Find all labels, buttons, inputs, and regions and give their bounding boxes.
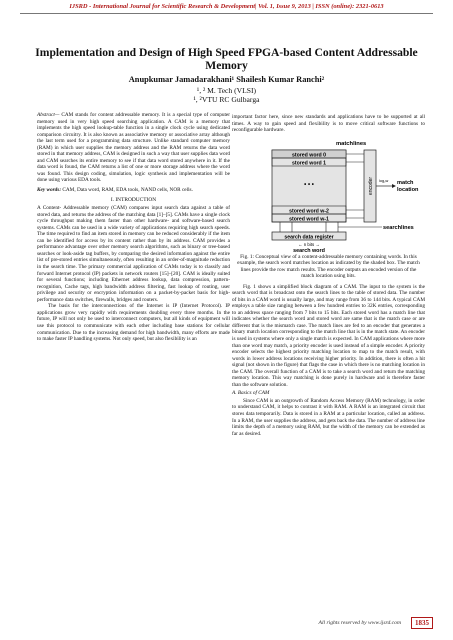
location-label: location [397,186,419,193]
affiliation-line-2: ¹, ²VTU RC Gulbarga [193,95,260,104]
encoder-label: encoder [368,176,374,195]
intro-paragraph-2: The basis for the interconnections of the Internet is IP (Internet Protocol). IP applications grow very rapidly with requirements doubling every three months. In the future, IP will not only be used to interconnect computers, but all kinds of equipment will use this protocol to communicate with each other including base stations for cellular communication. Due to the increasing demand for high bandwidth, many efforts are made to make faster IP handling systems. Not only speed, but also flexibility is an [37,303,230,343]
keywords-text: CAM, Data word, RAM, EDA tools, NAND cells, NOR cells. [61,187,193,194]
abstract-label: Abstract— [37,112,60,118]
left-column [37,112,230,343]
page-number: 1835 [411,617,433,629]
right-paragraph-2: Fig. 1 shows a simplified block diagram of a CAM. The input to the system is the search word that is broadcast onto the search lines to the table of stored data. The number of bits in a CAM word is usually large, and may range from 36 to 144 bits. A typical CAM employs a table size ranging between a few hundred entries to 32K entries, corresponding to an address space ranging from 7 bits to 15 bits. Each stored word has a match line that indicates whether the search word and stored word are same that is the match case or are different that is the mismatch case. The match lines are fed to an encoder that generates a binary match location corresponding to the match line that is in the match state. An encoder is used in systems where only a single match is expected. In CAM applications where more than one word may match, a priority encoder is used instead of a simple encoder. A priority encoder selects the highest priority matching location to map to the match result, with words in lower address locations receiving higher priority. In addition, there is often a hit signal (not shown in the figure) that flags the case in which there is no matching location in the CAM. The overall function of a CAM is to take a search word and return the matching memory location. This way matching is done purely in hardware and is therefore faster than the software solution. [232,283,425,388]
abstract-text: CAM stands for content addressable memory. It is a special type of computer memory used in very high speed searching application. A CAM is a memory that implements the high speed lookup-table function in a single clock cycle using dedicated comparison circuitry. It is also known as associative memory or associative array although the last term used for a programming data structure. Unlike standard computer memory (RAM) in which user supplies the memory address and the RAM returns the data word stored in that memory address, CAM is designed in such a way that user supplies data word and CAM searches its entire memory to see if that data word stored anywhere in it. If the data word is found, the CAM returns a list of one or more storage address where the word was found. This design coding, simulation, logic synthesis and implementation will be done using various EDA tools. [37,112,230,184]
log-width-label: log₂w [379,178,389,183]
subsection-heading-basics: A. Basics of CAM [232,390,270,397]
keywords [37,187,230,194]
paper-title: Implementation and Design of High Speed FPGA-based Content Addressable Memory [35,46,418,72]
keywords-label: Key words: [37,187,62,194]
cam-block-diagram [232,137,425,253]
matchlines-label: matchlines [336,140,367,147]
right-paragraph-1: important factor here, since new standards and applications have to be supported at all times. A way to gain speed and flexibility is to move critical software functions to reconfigurable hardware. [232,114,425,134]
stored-word-1-label: stored word 1 [291,160,327,167]
section-heading-introduction: I. INTRODUCTION [110,196,157,203]
intro-paragraph-1: A Content- Addressable memory (CAM) compares input search data against a table of stored data, and returns the address of the matching data [1]–[5]. CAMs have a single clock cycle throughput making them faster than other hardware- and software-based search systems. CAMs can be used in a wide variety of applications requiring high search speeds. The time required to find an item stored in memory can be reduced considerably if the item can be identified for access by its content rather than by its address. CAM provides a performance advantage over other memory search algorithms, such as binary or tree-based searches or look-aside tag buffers, by comparing the desired information against the entire list of pre-stored entries simultaneously, often resulting in an order-of-magnitude reduction in the search time. The primary commercial application of CAMs today is to classify and forward Internet protocol (IP) packets in network routers [15]–[20]. CAM is ideally suited for several functions; including Ethernet address lookup, data compression, pattern-recognition, Cache tags, high bandwidth address filtering, fast lookup of routing, user privilege and security or encryption information on a packet-by-packet basis for high-performance data switches, firewalls, bridges and routers. [37,205,230,303]
arrow-head-icon [392,184,396,188]
search-word-label: search word [293,247,325,253]
authors: Anupkumar Jamadarakhani¹ Shailesh Kumar Ranchi² [128,75,325,84]
stored-word-0-label: stored word 0 [291,152,327,159]
n-bits-label: ← n bits → [298,241,320,247]
stored-word-w2-label: stored word w-2 [289,208,329,215]
footer-rights: All rights reserved by www.ijsrd.com [318,620,401,626]
ellipsis-dots: • • • [304,181,314,188]
right-column [232,114,425,437]
searchlines-label: searchlines [383,224,414,231]
match-label: match [397,179,414,186]
search-data-register-label: search data register [284,233,334,240]
abstract [37,112,230,184]
journal-header: IJSRD - International Journal for Scientific Research & Development| Vol. 1, Issue 9, 2013 | ISSN (online): 2321-0613 [20,3,433,14]
figure-caption: Fig. 1: Conceptual view of a content-addressable memory containing words. In this example, the search word matches location as indicated by the shaded box. The match lines provide the row match results. The encoder outputs an encoded version of the match location using bits. [237,253,420,280]
right-paragraph-3: Since CAM is an outgrowth of Random Access Memory (RAM) technology, in order to understand CAM, it helps to contrast it with RAM. A RAM is an integrated circuit that stores data temporarily. Data is stored in a RAM at a particular location, called an address. In a RAM, the user supplies the address, and gets back the data. The number of address line limits the depth of a memory using RAM, but the width of the memory can be extended as far as desired. [232,397,425,437]
stored-word-w1-label: stored word w-1 [289,216,329,223]
affiliation-line-1: ¹, ² M. Tech (VLSI) [196,86,257,95]
